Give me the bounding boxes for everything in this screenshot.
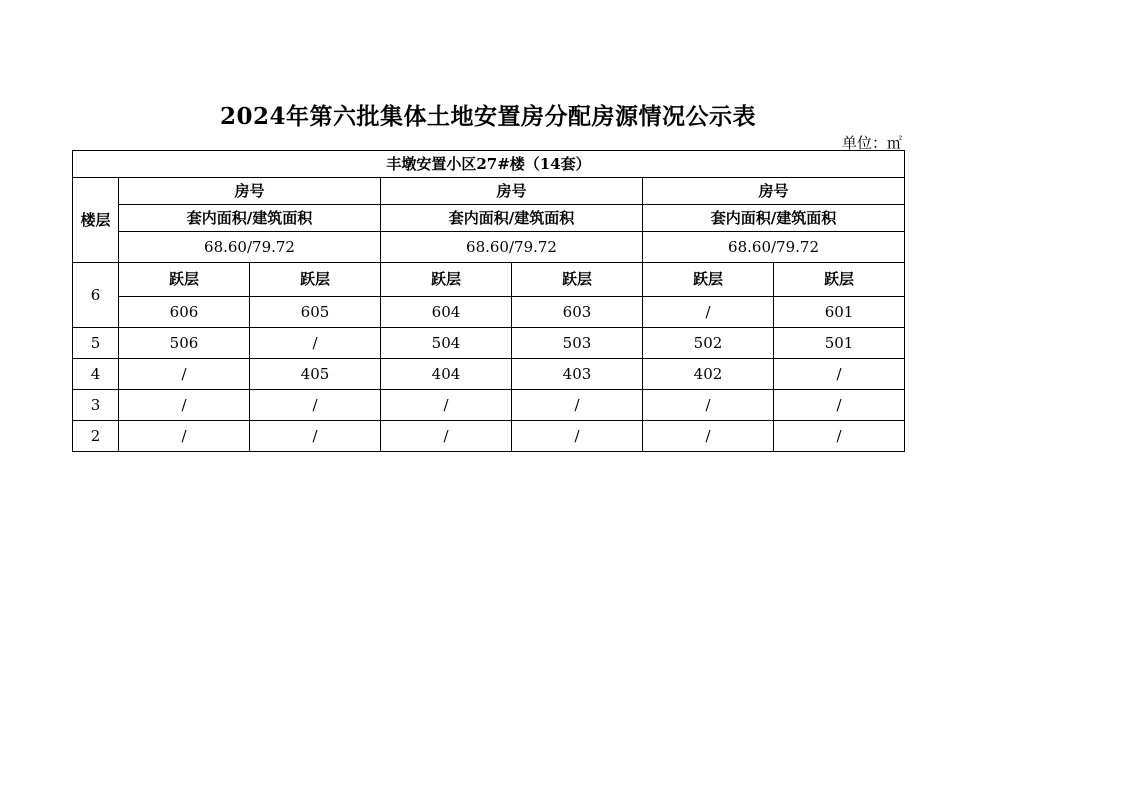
room-cell: 502 [643, 328, 774, 359]
room-cell: 403 [512, 359, 643, 390]
floor-cell: 5 [73, 328, 119, 359]
duplex-label: 跃层 [119, 263, 250, 297]
floor-cell: 3 [73, 390, 119, 421]
room-cell: 601 [774, 297, 905, 328]
floor-header: 楼层 [73, 178, 119, 263]
room-cell: / [250, 328, 381, 359]
area-value: 68.60/79.72 [381, 232, 643, 263]
room-cell: / [119, 359, 250, 390]
allocation-table [72, 150, 905, 452]
duplex-label: 跃层 [512, 263, 643, 297]
table-row [73, 390, 905, 421]
room-header: 房号 [643, 178, 905, 205]
area-value: 68.60/79.72 [119, 232, 381, 263]
room-cell: / [381, 390, 512, 421]
table-row [73, 359, 905, 390]
room-cell: 504 [381, 328, 512, 359]
room-cell: / [774, 421, 905, 452]
room-cell: / [774, 390, 905, 421]
room-cell: 404 [381, 359, 512, 390]
room-cell: / [512, 390, 643, 421]
room-cell: 405 [250, 359, 381, 390]
room-cell: 506 [119, 328, 250, 359]
page-title: 2024年第六批集体土地安置房分配房源情况公示表 [219, 103, 756, 130]
table-row [73, 297, 905, 328]
room-cell: 503 [512, 328, 643, 359]
room-cell: 501 [774, 328, 905, 359]
floor-cell: 6 [73, 263, 119, 328]
room-cell: / [643, 421, 774, 452]
table-row [73, 328, 905, 359]
room-cell: 605 [250, 297, 381, 328]
duplex-label: 跃层 [774, 263, 905, 297]
building-title: 丰墩安置小区27#楼（14套） [73, 151, 905, 178]
floor-cell: 4 [73, 359, 119, 390]
room-cell: 606 [119, 297, 250, 328]
room-cell: / [512, 421, 643, 452]
room-header: 房号 [119, 178, 381, 205]
room-header: 房号 [381, 178, 643, 205]
duplex-label: 跃层 [381, 263, 512, 297]
unit-label: 单位：㎡ [841, 134, 902, 152]
duplex-label: 跃层 [643, 263, 774, 297]
area-header: 套内面积/建筑面积 [381, 205, 643, 232]
room-cell: / [643, 390, 774, 421]
room-cell: / [250, 421, 381, 452]
room-cell: / [774, 359, 905, 390]
room-cell: / [381, 421, 512, 452]
floor-cell: 2 [73, 421, 119, 452]
room-cell: / [643, 297, 774, 328]
area-header: 套内面积/建筑面积 [643, 205, 905, 232]
room-cell: 603 [512, 297, 643, 328]
table-row [73, 421, 905, 452]
room-cell: 402 [643, 359, 774, 390]
room-cell: / [250, 390, 381, 421]
room-cell: 604 [381, 297, 512, 328]
room-cell: / [119, 390, 250, 421]
room-cell: / [119, 421, 250, 452]
area-header: 套内面积/建筑面积 [119, 205, 381, 232]
area-value: 68.60/79.72 [643, 232, 905, 263]
duplex-label: 跃层 [250, 263, 381, 297]
